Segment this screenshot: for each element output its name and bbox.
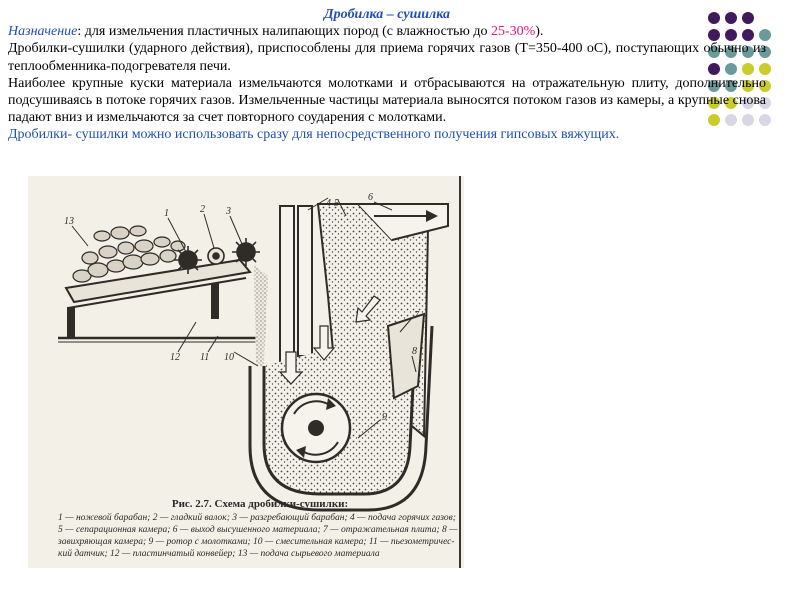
purpose-label: Назначение [8, 24, 78, 40]
label-6: 6 [368, 192, 373, 203]
label-13: 13 [64, 216, 74, 227]
slide-text [8, 6, 766, 144]
moisture-highlight: 25-30% [490, 24, 536, 40]
purpose-end: ). [535, 24, 544, 40]
caption-line: 5 — сепарационная камера; 6 — выход высушенного материала; 7 — отражательная плита; 8 — [58, 525, 458, 535]
figure-caption [58, 498, 462, 560]
label-5: 5 [334, 198, 339, 209]
label-10: 10 [224, 352, 234, 363]
label-12: 12 [170, 352, 180, 363]
caption-line: 1 — ножевой барабан; 2 — гладкий валок; 3 — разгребающий барабан; 4 — подача горячих газов; [58, 513, 456, 523]
label-1: 1 [164, 208, 169, 219]
usage-paragraph: Дробилки- сушилки можно использовать сразу для непосредственного получения гипсовых вяжущих. [8, 127, 620, 143]
caption-line: завихряющая камера; 9 — ротор с молотками; 10 — смесительная камера; 11 — пьезометричес- [58, 537, 455, 547]
process-paragraph: Наиболее крупные куски материала измельчаются молотками и отбрасываются на отражательную плиту, дополнительно подсушиваясь в потоке горячих газов. Измельченные частицы материала выносятся потоком газов из камеры, а крупные снова падают вниз и измельчаются за счет повторного соударения с молотками. [8, 75, 766, 126]
purpose-text: : для измельчения пластичных налипающих пород (с влажностью до [77, 24, 491, 40]
label-3: 3 [226, 206, 231, 217]
caption-line: кий датчик; 12 — пластинчатый конвейер; 13 — подача сырьевого материала [58, 549, 380, 559]
label-7: 7 [414, 310, 419, 321]
purpose-paragraph [8, 23, 766, 40]
slide-title: Дробилка – сушилка [324, 7, 450, 22]
description-paragraph: Дробилки-сушилки (ударного действия), приспособлены для приема горячих газов (Т=350-400 оС), поступающих обычно из теплообменника-подогревателя печи. [8, 41, 766, 74]
label-9: 9 [382, 412, 387, 423]
reflector-plate [388, 314, 424, 398]
label-8: 8 [412, 346, 417, 357]
rotor-with-hammers [282, 394, 350, 462]
label-4: 4 [326, 198, 331, 209]
label-11: 11 [200, 352, 210, 363]
label-2: 2 [200, 204, 205, 215]
caption-title: Рис. 2.7. Схема дробилки-сушилки: [171, 498, 349, 510]
